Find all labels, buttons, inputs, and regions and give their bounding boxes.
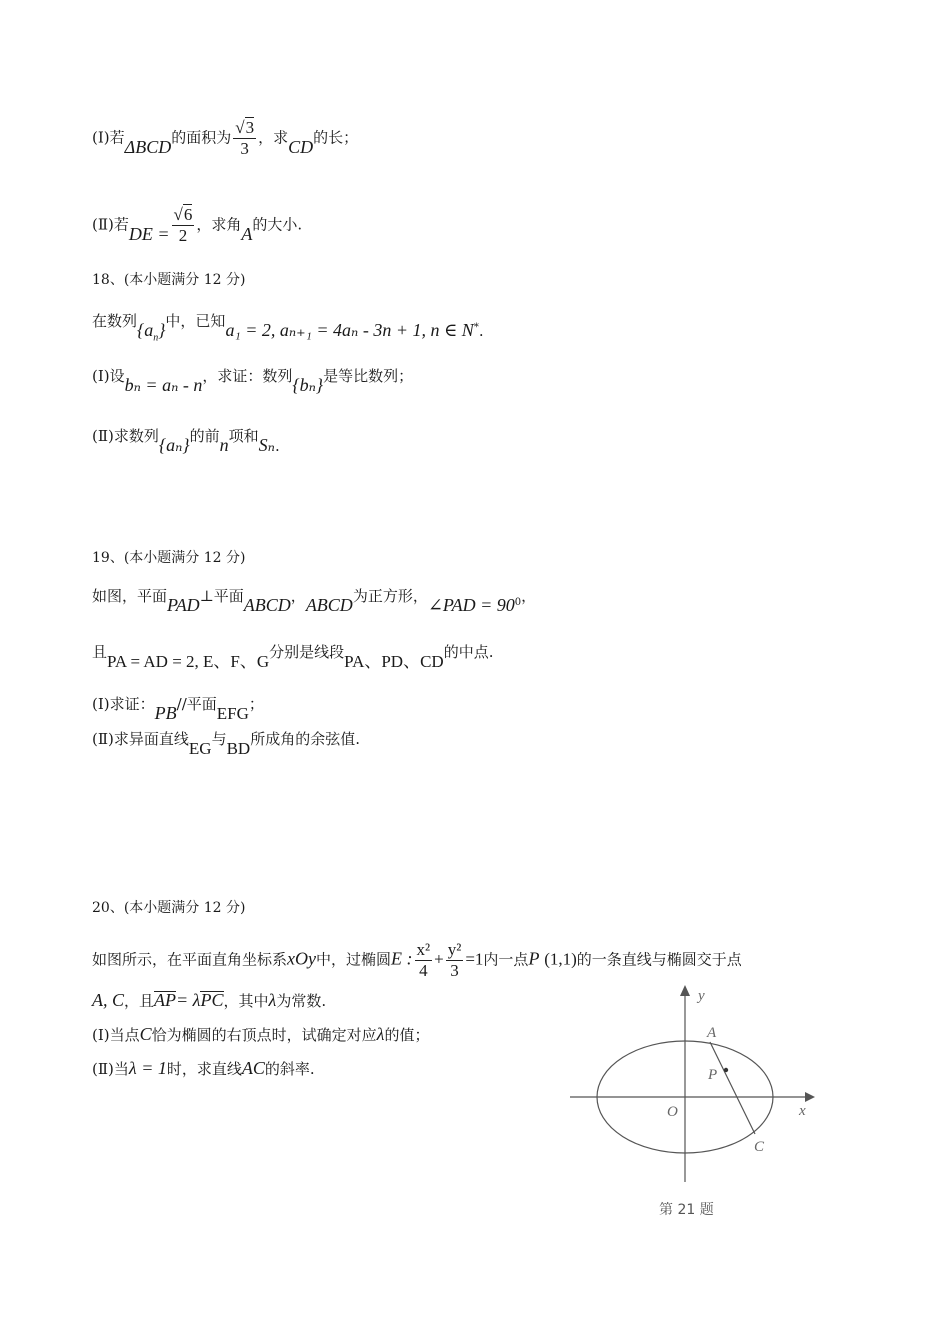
vector-ap: AP (154, 990, 177, 1010)
q18-part2: (Ⅱ)求数列{aₙ}的前n项和Sₙ. (92, 427, 280, 455)
figure-caption: 第 21 题 (659, 1202, 714, 1218)
fraction-sqrt3-over-3: $\frac{√3}{3}$ (235, 118, 255, 158)
chord-ac (710, 1042, 755, 1134)
q19-part1: (Ⅰ)求证：PB//平面EFG； (92, 695, 264, 723)
triangle-bcd: ΔBCD (124, 136, 172, 157)
q18-line1: 在数列$\{a_n\}$中，已知a₁ = 2, aₙ₊₁ = 4aₙ - 3n + 1, n ∈ N*. (92, 312, 484, 344)
ellipse-figure (565, 982, 845, 1222)
label-x: x (799, 1103, 806, 1119)
label-a: A (707, 1025, 717, 1041)
recurrence-formula: a₁ = 2, aₙ₊₁ = 4aₙ - 3n + 1, n ∈ N (225, 320, 474, 340)
q20-line1: 如图所示，在平面直角坐标系xOy中，过椭圆E : $\frac{\text{x²}}{4}$ + $\frac{\text{y²}}{3}$ =1内一点P (1,1)的一条直线与椭圆交于点 (92, 940, 742, 980)
vector-pc: PC (200, 990, 224, 1010)
label-p: P (708, 1067, 718, 1083)
label-c: C (754, 1139, 765, 1155)
q19-header: 19、(本小题满分 12 分) (92, 550, 246, 566)
label-o: O (667, 1104, 678, 1120)
q20-part2: (Ⅱ)当λ = 1时，求直线AC的斜率. (92, 1058, 315, 1078)
q17-part2: (Ⅱ)若DE = $\frac{√6}{2}$ ，求角A的大小. (92, 205, 303, 245)
ellipse-diagram (565, 982, 845, 1222)
y-axis-arrow (680, 985, 690, 996)
point-p (724, 1068, 728, 1072)
x-axis-arrow (805, 1092, 815, 1102)
q19-line1: 如图，平面PAD⊥平面ABCD，ABCD为正方形，∠PAD = $90^0$， (92, 587, 537, 615)
q19-line2: 且PA = AD = 2, E、F、G分别是线段PA、PD、CD的中点. (92, 643, 494, 671)
q20-line2: A, C，且AP= λPC，其中λ为常数. (92, 990, 327, 1010)
q20-header: 20、(本小题满分 12 分) (92, 900, 246, 916)
q18-header: 18、(本小题满分 12 分) (92, 272, 246, 288)
q19-part2: (Ⅱ)求异面直线EG与BD所成角的余弦值. (92, 730, 360, 758)
label-y: y (698, 988, 705, 1004)
q20-part1: (Ⅰ)当点C恰为椭圆的右顶点时，试确定对应λ的值； (92, 1024, 430, 1044)
fraction-sqrt6-over-2: $\frac{√6}{2}$ (173, 205, 193, 245)
q18-part1: (Ⅰ)设bₙ = aₙ - n，求证：数列{bₙ}是等比数列； (92, 367, 414, 395)
q17-part1: (Ⅰ)若ΔBCD的面积为 $\frac{√3}{3}$ ，求CD的长； (92, 118, 359, 158)
